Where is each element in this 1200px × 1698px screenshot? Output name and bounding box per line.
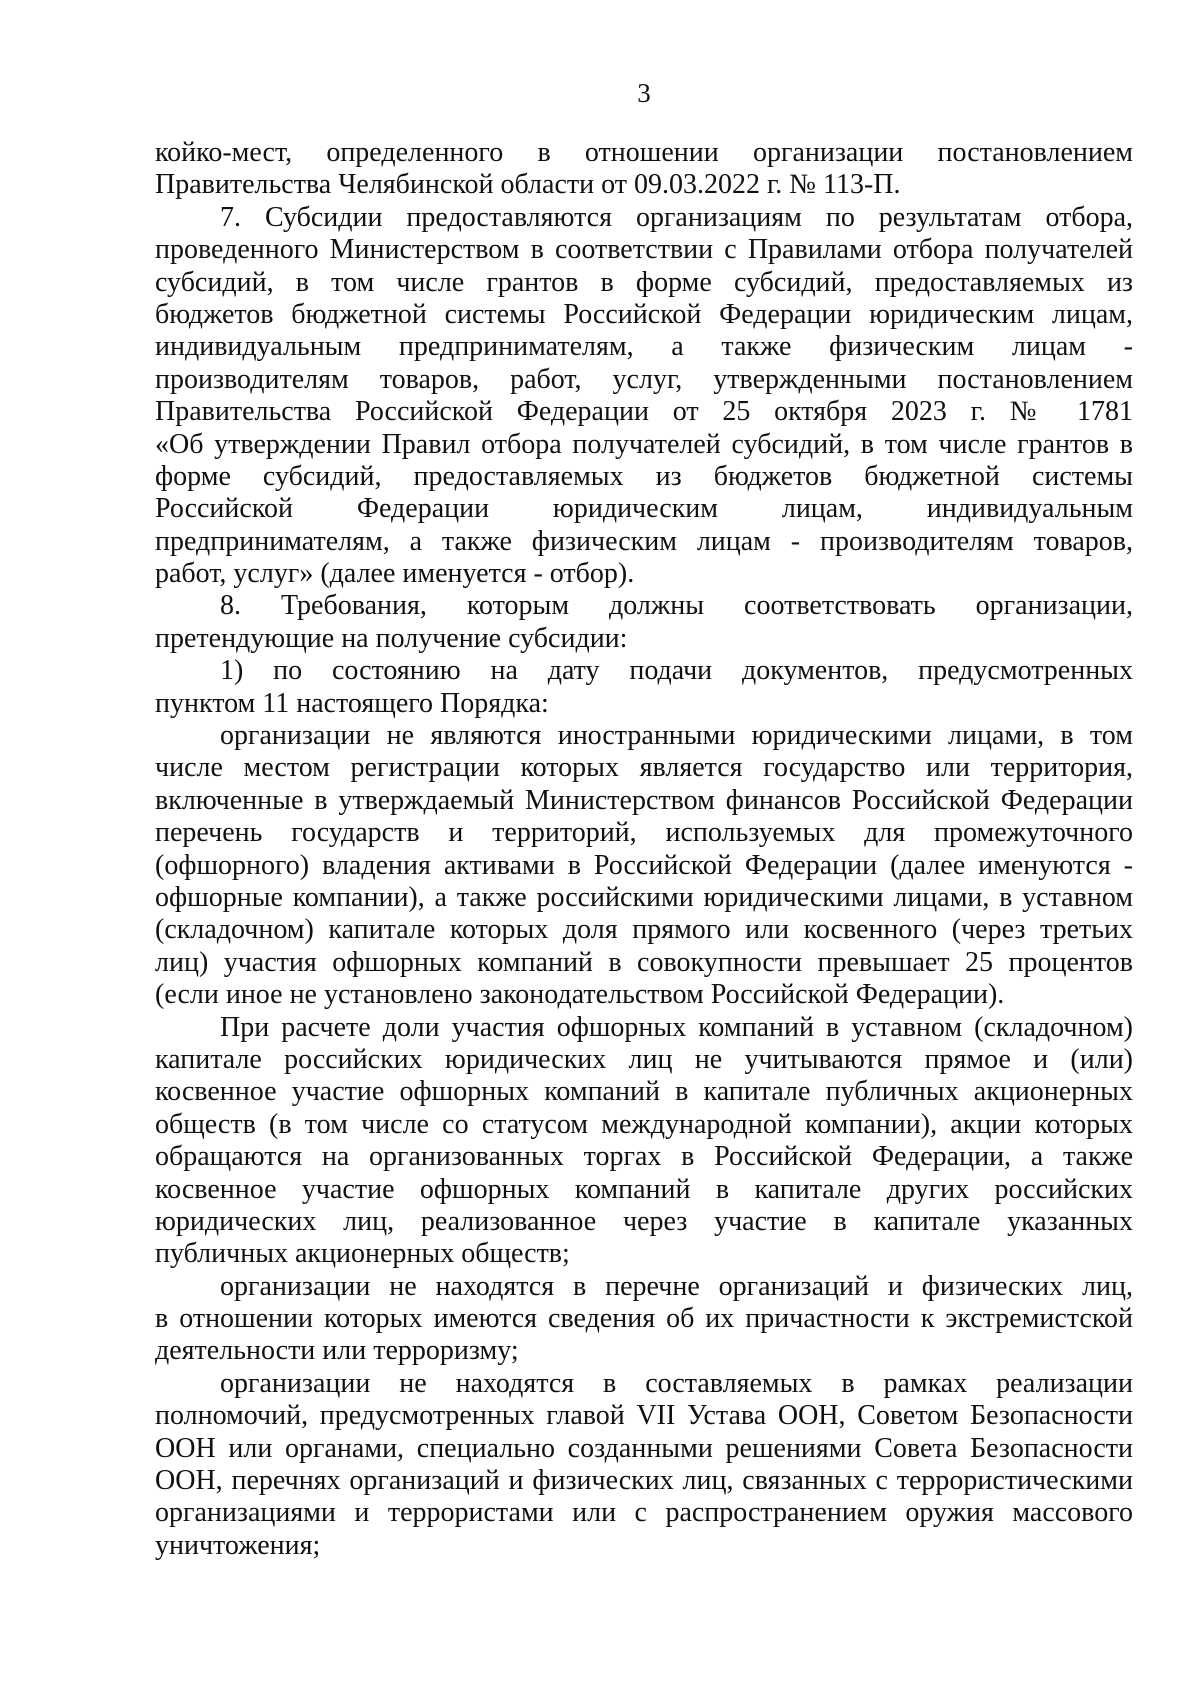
text-line: косвенное участие офшорных компаний в капитале других российских (155, 1173, 1133, 1205)
text-line: ООН, перечнях организаций и физических лиц, связанных с террористическими (155, 1465, 1133, 1497)
text-line: в отношении которых имеются сведения об их причастности к экстремистской (155, 1303, 1133, 1335)
text-line: производителям товаров, работ, услуг, утвержденными постановлением (155, 363, 1133, 395)
text-line: обществ (в том числе со статусом международной компании), акции которых (155, 1108, 1133, 1140)
text-line: проведенного Министерством в соответствии с Правилами отбора получателей (155, 234, 1133, 266)
text-line: койко-мест, определенного в отношении организации постановлением (155, 137, 1133, 168)
text-line: индивидуальным предпринимателям, а также физическим лицам - (155, 331, 1133, 363)
text-line: капитале российских юридических лиц не учитываются прямое и (или) (155, 1043, 1133, 1075)
text-line: косвенное участие офшорных компаний в капитале публичных акционерных (155, 1076, 1133, 1108)
text-line: организации не являются иностранными юридическими лицами, в том (220, 720, 1133, 752)
text-line: включенные в утверждаемый Министерством финансов Российской Федерации (155, 784, 1133, 816)
text-line: деятельности или терроризму; (155, 1335, 519, 1367)
text-line: пунктом 11 настоящего Порядка: (155, 687, 549, 719)
text-line: перечень государств и территорий, используемых для промежуточного (155, 817, 1133, 849)
text-line: организации не находятся в перечне организаций и физических лиц, (220, 1270, 1133, 1302)
text-line: юридических лиц, реализованное через участие в капитале указанных (155, 1205, 1133, 1237)
text-line: 7. Субсидии предоставляются организациям по результатам отбора, (220, 201, 1133, 233)
text-line: Правительства Челябинской области от 09.03.2022 г. № 113-П. (155, 169, 901, 201)
text-line: предпринимателям, а также физическим лицам - производителям товаров, (155, 525, 1133, 557)
text-line: (складочном) капитале которых доля прямого или косвенного (через третьих (155, 914, 1133, 946)
text-line: 8. Требования, которым должны соответствовать организации, (220, 590, 1133, 622)
text-line: (если иное не установлено законодательством Российской Федерации). (155, 979, 1005, 1011)
text-line: бюджетов бюджетной системы Российской Федерации юридическим лицам, (155, 298, 1133, 330)
text-line: Правительства Российской Федерации от 25 октября 2023 г. № 1781 (155, 396, 1133, 428)
text-line: (офшорного) владения активами в Российской Федерации (далее именуются - (155, 849, 1133, 881)
text-line: 1) по состоянию на дату подачи документов, предусмотренных (220, 655, 1133, 687)
text-line: полномочий, предусмотренных главой VII Устава ООН, Советом Безопасности (155, 1400, 1133, 1432)
text-line: офшорные компании), а также российскими юридическими лицами, в уставном (155, 881, 1133, 913)
document-body (155, 137, 1133, 1562)
text-line: работ, услуг» (далее именуется - отбор). (155, 558, 635, 590)
text-line: обращаются на организованных торгах в Российской Федерации, а также (155, 1141, 1133, 1173)
text-line: субсидий, в том числе грантов в форме субсидий, предоставляемых из (155, 266, 1133, 298)
text-line: лиц) участия офшорных компаний в совокупности превышает 25 процентов (155, 946, 1133, 978)
text-line: При расчете доли участия офшорных компаний в уставном (складочном) (220, 1011, 1133, 1043)
text-line: ООН или органами, специально созданными решениями Совета Безопасности (155, 1432, 1133, 1464)
text-line: форме субсидий, предоставляемых из бюджетов бюджетной системы (155, 460, 1133, 492)
text-line: претендующие на получение субсидии: (155, 622, 628, 654)
text-line: публичных акционерных обществ; (155, 1238, 570, 1270)
text-line: Российской Федерации юридическим лицам, индивидуальным (155, 493, 1133, 525)
text-line: организациями и террористами или с распространением оружия массового (155, 1497, 1133, 1529)
text-line: «Об утверждении Правил отбора получателей субсидий, в том числе грантов в (155, 428, 1133, 460)
text-line: числе местом регистрации которых является государство или территория, (155, 752, 1133, 784)
page-number: 3 (637, 78, 651, 108)
text-line: организации не находятся в составляемых в рамках реализации (220, 1367, 1133, 1399)
text-line: уничтожения; (155, 1529, 321, 1561)
